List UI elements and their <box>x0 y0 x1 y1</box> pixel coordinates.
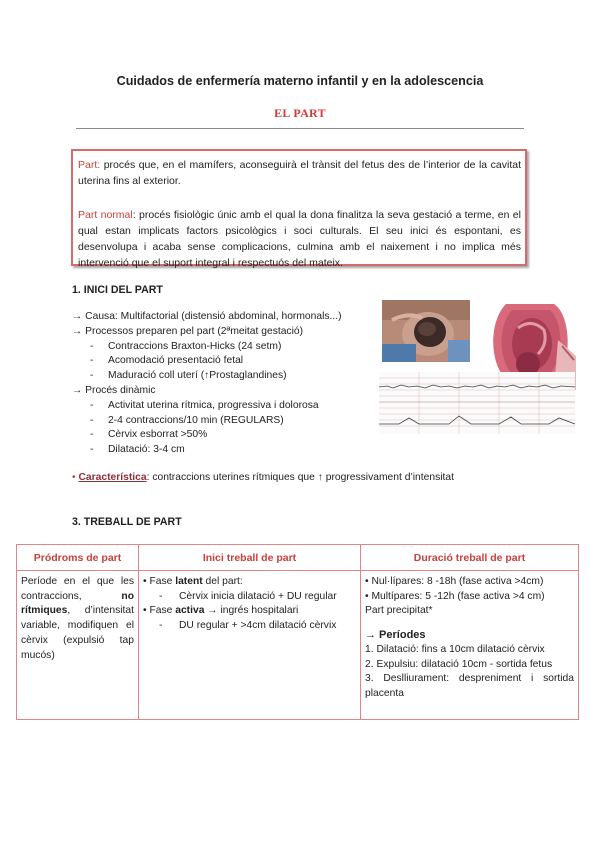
definition-part-text: procés que, en el mamífers, aconseguirà el trànsit del fetus des de l’interior de la cavitat uterina fins al exterior. <box>78 159 521 188</box>
list-subitem: - DU regular + >4cm dilatació cèrvix <box>159 620 337 632</box>
labor-table <box>16 544 579 720</box>
characteristic-text: : contraccions uterines rítmiques que ↑ progressivament d’intensitat <box>146 472 454 483</box>
table-header: Pródroms de part <box>17 545 139 571</box>
list-subitem: - Maduració coll uterí (↑Prostaglandines) <box>90 370 287 382</box>
definition-part-normal <box>78 207 521 272</box>
list-subitem: - 2-4 contraccions/10 min (REGULARS) <box>90 414 284 426</box>
birth-photo <box>382 300 470 362</box>
inici-list <box>72 310 382 458</box>
definitions-box <box>71 149 527 270</box>
table-cell-inici <box>139 571 361 720</box>
characteristic-line <box>72 472 454 483</box>
duration-multipares: • Multípares: 5 -12h (fase activa >4 cm) <box>365 590 545 602</box>
periodes-heading: → Períodes <box>365 629 426 642</box>
list-item-causa: → Causa: Multifactorial (distensió abdominal, hormonals...) <box>72 311 342 322</box>
definition-part-normal-text: : procés fisiològic únic amb el qual la dona finalitza la seva gestació a terme, en el qual estan implicats factors psicològics i soci culturals. El seu inici és espontani, es desenvolupa i acaba sense complicacions, culmina amb el naixement i no implica més intervenció que el suport integral i respectuós del mateix. <box>78 208 521 270</box>
section-heading-inici: 1. INICI DEL PART <box>72 284 163 296</box>
title-divider <box>76 128 524 129</box>
term-part: Part: <box>78 159 101 171</box>
ctg-trace-image <box>379 372 575 434</box>
section-subtitle: EL PART <box>274 106 326 120</box>
list-item-processos: → Processos preparen pel part (2ªmeitat gestació) <box>72 325 304 337</box>
characteristic-label: Característica <box>78 472 147 483</box>
list-subitem: - Contraccions Braxton-Hicks (24 setm) <box>90 340 282 352</box>
list-subitem: - Activitat uterina rítmica, progressiva i dolorosa <box>90 399 319 411</box>
list-item-dinamic: → Procés dinàmic <box>72 384 156 396</box>
list-subitem: - Acomodació presentació fetal <box>90 355 244 367</box>
part-precipitat: Part precipitat* <box>365 605 433 617</box>
duration-nullipares: • Nul·lípares: 8 -18h (fase activa >4cm) <box>365 576 544 587</box>
table-cell-duracio <box>361 571 579 720</box>
table-header: Duració treball de part <box>361 545 579 571</box>
table-cell-prodroms: Període en el que les contraccions, no rítmiques, d’intensitat variable, modifiquen el cèrvix (expulsió tap mucós) <box>17 571 139 720</box>
list-subitem: - Cèrvix inicia dilatació + DU regular <box>159 590 337 602</box>
table-header: Inici treball de part <box>139 545 361 571</box>
periode-1: 1. Dilatació: fins a 10cm dilatació cèrvix <box>365 643 545 655</box>
definition-part <box>78 157 521 190</box>
fase-activa: • Fase activa → ingrés hospitalari <box>143 605 299 617</box>
page-title: Cuidados de enfermería materno infantil y en la adolescencia <box>116 74 484 88</box>
fase-latent: • Fase latent del part: <box>143 576 243 587</box>
list-subitem: - Dilatació: 3-4 cm <box>90 444 185 456</box>
list-subitem: - Cèrvix esborrat >50% <box>90 429 208 441</box>
term-part-normal: Part normal <box>78 208 133 221</box>
section-heading-treball: 3. TREBALL DE PART <box>72 516 182 528</box>
bullet: • <box>72 472 76 483</box>
periode-3: 3. Deslliurament: despreniment i sortida placenta <box>365 673 574 699</box>
periode-2: 2. Expulsiu: dilatació 10cm - sortida fetus <box>365 658 553 670</box>
